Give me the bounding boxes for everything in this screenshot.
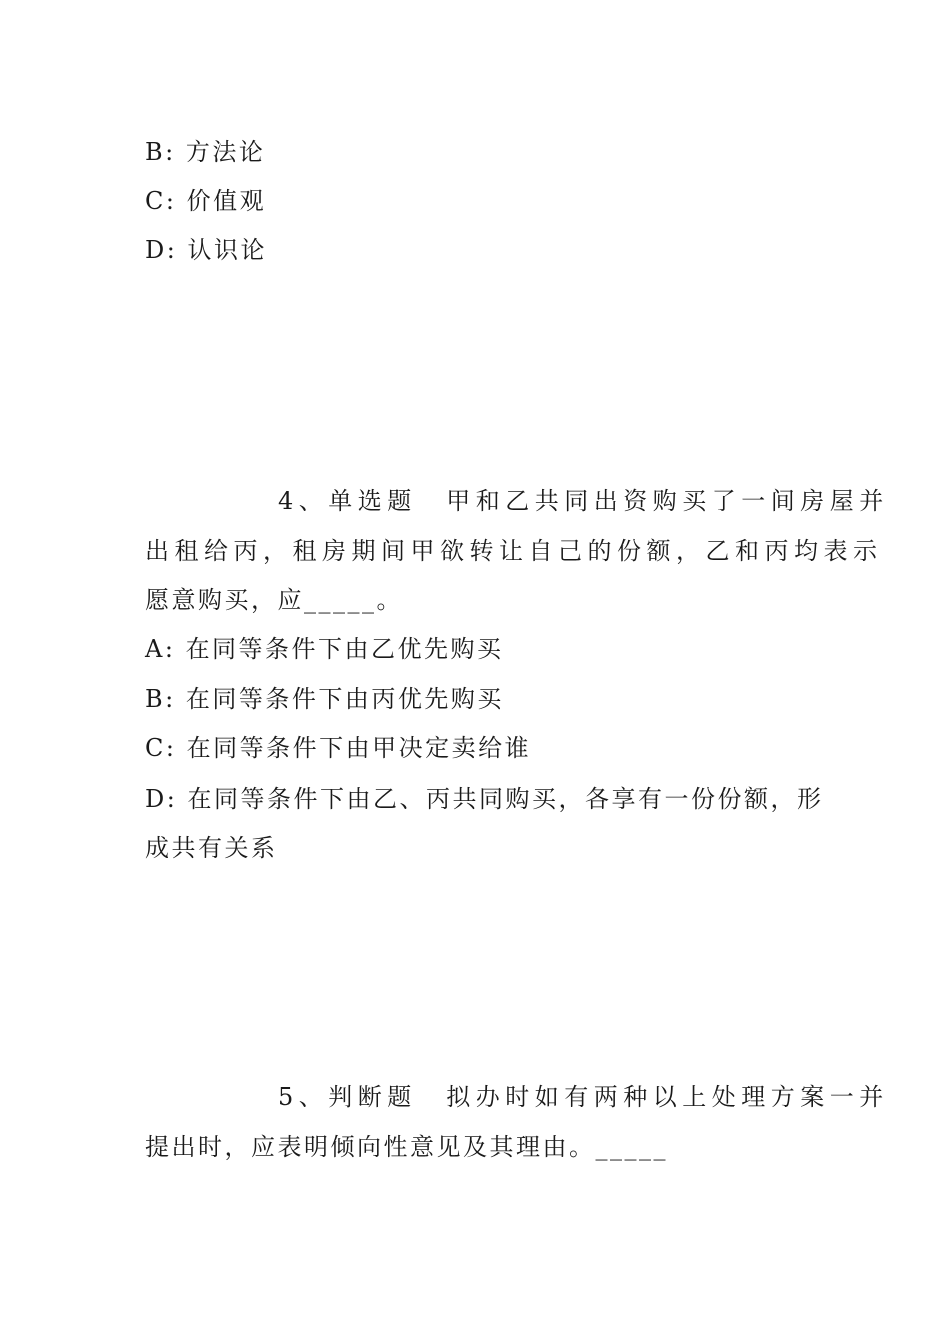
option-label: A: [145,635,176,663]
q4-option-d-continued: 成共有关系 [145,834,278,862]
option-c-prev [145,186,266,216]
q4-option-c [145,733,531,763]
q4-option-d [145,784,823,814]
q4-option-a [145,634,504,664]
option-text: 价值观 [186,187,267,215]
option-d-prev [145,235,267,265]
option-label: B: [145,685,176,713]
option-text: 在同等条件下由甲决定卖给谁 [186,734,532,762]
q4-stem-line1: 4、单选题 甲和乙共同出资购买了一间房屋并 [278,487,889,515]
q4-stem-line3: 愿意购买，应_____。 [145,586,403,614]
option-text: 在同等条件下由乙优先购买 [185,635,504,663]
option-b-prev [145,137,265,167]
option-label: B: [145,138,176,166]
q5-stem-line1: 5、判断题 拟办时如有两种以上处理方案一并 [278,1083,889,1111]
option-text: 方法论 [185,138,266,166]
option-label: C: [145,187,177,215]
option-text: 认识论 [187,236,267,264]
option-text: 在同等条件下由乙、丙共同购买，各享有一份份额，形 [187,785,824,813]
option-label: C: [145,734,177,762]
option-label: D: [145,785,178,813]
option-text: 在同等条件下由丙优先购买 [185,685,504,713]
option-label: D: [145,236,178,264]
q5-stem-line2: 提出时，应表明倾向性意见及其理由。_____ [145,1133,668,1161]
q4-option-b [145,684,504,714]
q4-stem-line2: 出租给丙，租房期间甲欲转让自己的份额，乙和丙均表示 [145,537,883,565]
